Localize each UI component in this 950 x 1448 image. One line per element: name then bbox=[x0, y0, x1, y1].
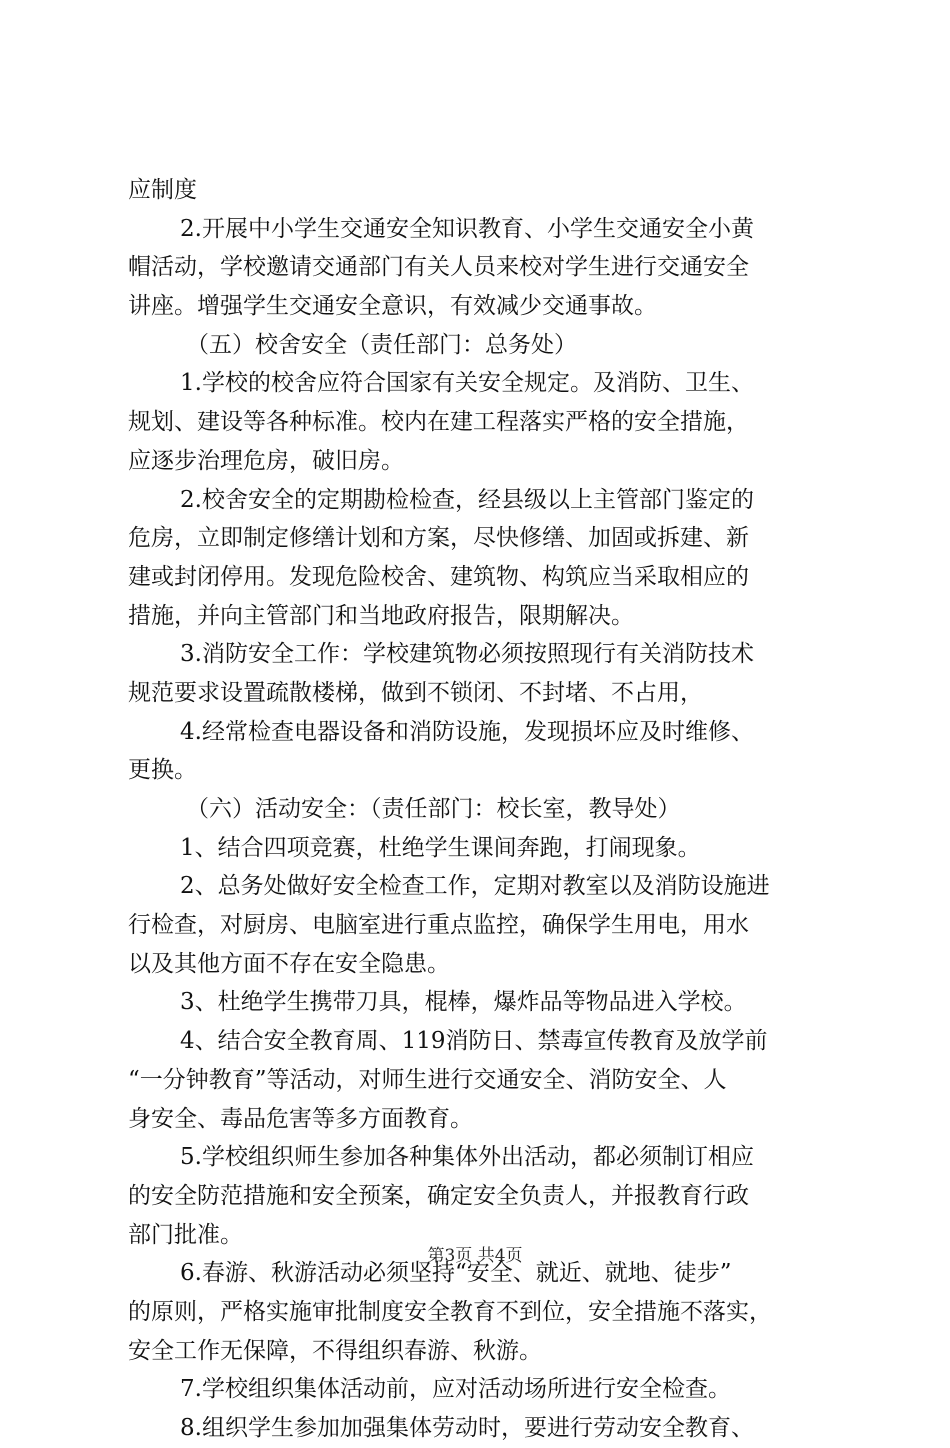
text-line: 8.组织学生参加加强集体劳动时，要进行劳动安全教育、 bbox=[180, 1415, 754, 1441]
text-line: 7.学校组织集体活动前，应对活动场所进行安全检查。 bbox=[180, 1376, 731, 1403]
text-line: 措施，并向主管部门和当地政府报告，限期解决。 bbox=[128, 602, 634, 629]
text-line: 1、结合四项竞赛，杜绝学生课间奔跑，打闹现象。 bbox=[180, 834, 701, 861]
text-line: 5.学校组织师生参加各种集体外出活动，都必须制订相应 bbox=[180, 1144, 754, 1171]
text-line: 的安全防范措施和安全预案，确定安全负责人，并报教育行政 bbox=[128, 1182, 749, 1209]
section-heading: （五）校舍安全（责任部门：总务处） bbox=[186, 331, 577, 358]
text-line: 规划、建设等各种标准。校内在建工程落实严格的安全措施， bbox=[128, 409, 749, 436]
text-line: 6.春游、秋游活动必须坚持“安全、就近、就地、徒步” bbox=[180, 1260, 732, 1287]
text-line: 更换。 bbox=[128, 757, 197, 784]
text-line: 部门批准。 bbox=[128, 1221, 243, 1248]
text-line: 建或封闭停用。发现危险校舍、建筑物、构筑应当采取相应的 bbox=[128, 563, 749, 590]
text-line: 危房，立即制定修缮计划和方案，尽快修缮、加固或拆建、新 bbox=[128, 525, 749, 552]
text-line: “一分钟教育”等活动，对师生进行交通安全、消防安全、人 bbox=[128, 1066, 727, 1093]
text-line: 安全工作无保障，不得组织春游、秋游。 bbox=[128, 1337, 542, 1364]
text-line: 2.校舍安全的定期勘检检查，经县级以上主管部门鉴定的 bbox=[180, 486, 754, 513]
text-line: 4、结合安全教育周、119消防日、禁毒宣传教育及放学前 bbox=[180, 1028, 768, 1055]
text-line: 1.学校的校舍应符合国家有关安全规定。及消防、卫生、 bbox=[180, 370, 754, 397]
text-line: 3、杜绝学生携带刀具，棍棒，爆炸品等物品进入学校。 bbox=[180, 989, 747, 1016]
page-footer: 第3页 共4页 bbox=[427, 1246, 523, 1266]
text-line: 应制度 bbox=[128, 177, 197, 203]
text-line: 的原则，严格实施审批制度安全教育不到位，安全措施不落实， bbox=[128, 1298, 772, 1325]
text-line: 讲座。增强学生交通安全意识，有效减少交通事故。 bbox=[128, 293, 657, 320]
text-line: 2、总务处做好安全检查工作，定期对教室以及消防设施进 bbox=[180, 873, 770, 900]
text-line: 以及其他方面不存在安全隐患。 bbox=[128, 950, 450, 977]
text-line: 身安全、毒品危害等多方面教育。 bbox=[128, 1105, 473, 1132]
text-line: 规范要求设置疏散楼梯，做到不锁闭、不封堵、不占用， bbox=[128, 679, 703, 706]
text-line: 4.经常检查电器设备和消防设施，发现损坏应及时维修、 bbox=[180, 718, 754, 745]
section-heading: （六）活动安全：（责任部门：校长室，教导处） bbox=[186, 796, 681, 822]
text-line: 2.开展中小学生交通安全知识教育、小学生交通安全小黄 bbox=[180, 215, 754, 242]
text-line: 行检查，对厨房、电脑室进行重点监控，确保学生用电，用水 bbox=[128, 912, 749, 939]
text-line: 应逐步治理危房，破旧房。 bbox=[128, 447, 404, 474]
text-line: 3.消防安全工作：学校建筑物必须按照现行有关消防技术 bbox=[180, 641, 754, 668]
text-line: 帽活动，学校邀请交通部门有关人员来校对学生进行交通安全 bbox=[128, 254, 749, 281]
